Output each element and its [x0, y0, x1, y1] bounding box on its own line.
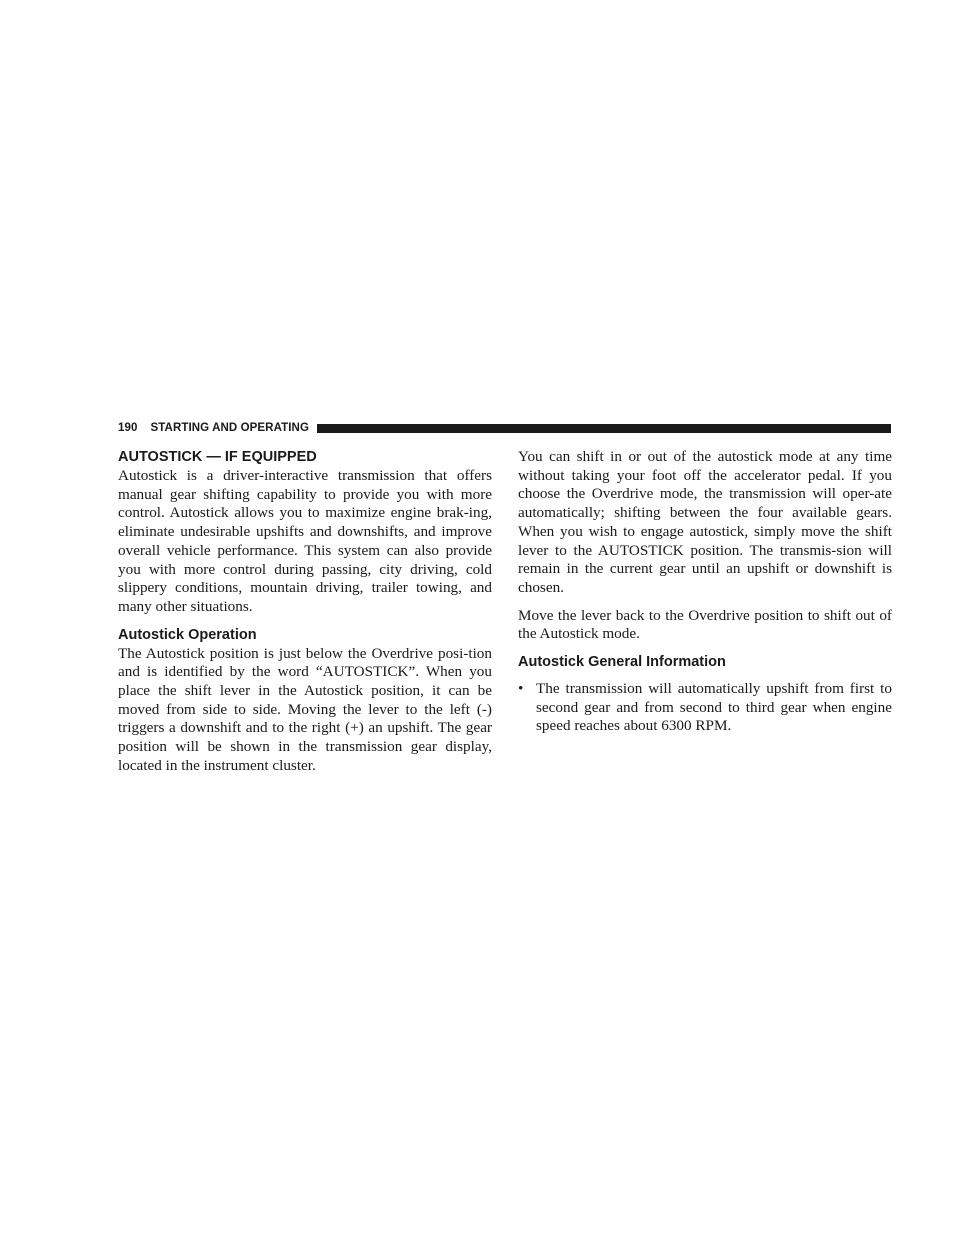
operation-paragraph: The Autostick position is just below the Overdrive posi-tion and is identified by the word “AUTOSTICK”. When you place the shift lever in the Autostick position, it can be moved from side to side. Moving the lever to the left (-) triggers a downshift and to the right (+) an upshift. The gear position will be shown in the transmission gear display, located in the instrument cluster.: [118, 644, 492, 774]
general-info-list: [518, 680, 892, 736]
list-item-text: The transmission will automatically upshift from first to second gear and from second to third gear when engine speed reaches about 6300 RPM.: [536, 680, 892, 735]
header-rule: [317, 424, 891, 433]
page-number: 190: [118, 422, 138, 434]
list-item: [518, 680, 892, 736]
intro-paragraph: Autostick is a driver-interactive transmission that offers manual gear shifting capability to provide you with more control. Autostick allows you to maximize engine brak-ing, eliminate undesirable upshifts and downshifts, and improve overall vehicle performance. This system can also provide you with more control during passing, city driving, cold slippery conditions, mountain driving, trailer towing, and many other situations.: [118, 467, 492, 615]
section-title: STARTING AND OPERATING: [150, 422, 310, 434]
shift-mode-paragraph: You can shift in or out of the autostick mode at any time without taking your foot off the accelerator pedal. If you choose the Overdrive mode, the transmission will oper-ate automatically; shifting between the four available gears. When you wish to engage autostick, simply move the shift lever to the AUTOSTICK position. The transmis-sion will remain in the current gear until an upshift or downshift is chosen.: [518, 448, 892, 596]
shift-out-paragraph: Move the lever back to the Overdrive position to shift out of the Autostick mode.: [518, 606, 892, 643]
bullet-icon: •: [518, 680, 524, 698]
section-heading: AUTOSTICK — IF EQUIPPED: [118, 449, 317, 465]
right-column: [518, 448, 892, 736]
page-header: [118, 420, 891, 436]
operation-heading: Autostick Operation: [118, 626, 257, 643]
left-column: [118, 448, 492, 776]
general-info-heading: Autostick General Information: [518, 654, 726, 671]
